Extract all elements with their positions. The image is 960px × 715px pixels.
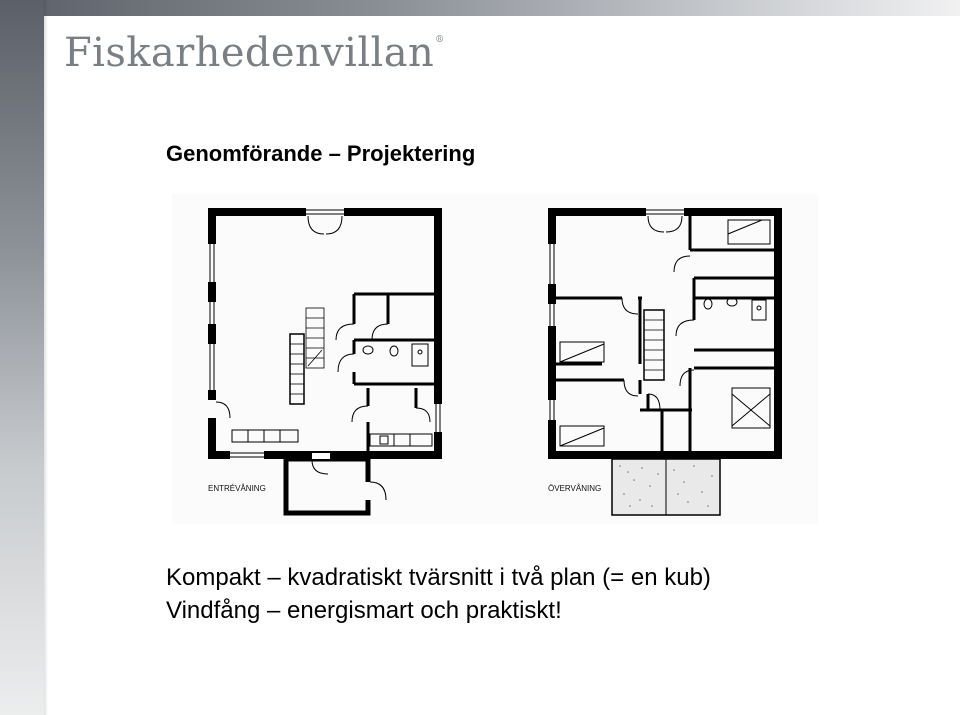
registered-mark: ® <box>435 35 445 45</box>
brand-logo <box>64 30 445 76</box>
upper-floor-plan <box>550 210 778 515</box>
floor-plan-panel <box>172 194 818 524</box>
entry-floor-label: ENTRÉVÅNING <box>208 484 266 493</box>
floor-plans-drawing <box>172 194 818 524</box>
upper-floor-label: ÖVERVÅNING <box>548 484 602 493</box>
left-decorative-bar <box>0 0 44 715</box>
bullet-item: Vindfång – energismart och praktiskt! <box>166 597 562 624</box>
bullet-item: Kompakt – kvadratiskt tvärsnitt i två plan (= en kub) <box>166 564 711 591</box>
entry-floor-plan <box>210 210 440 513</box>
brand-name: Fiskarhedenvillan <box>64 30 435 76</box>
bullet-list <box>166 561 711 627</box>
vestibule <box>286 459 368 513</box>
entry-outer-walls <box>212 212 438 455</box>
top-decorative-bar <box>0 0 960 16</box>
upper-outer-walls <box>552 212 778 455</box>
slide-title: Genomförande – Projektering <box>166 141 476 166</box>
